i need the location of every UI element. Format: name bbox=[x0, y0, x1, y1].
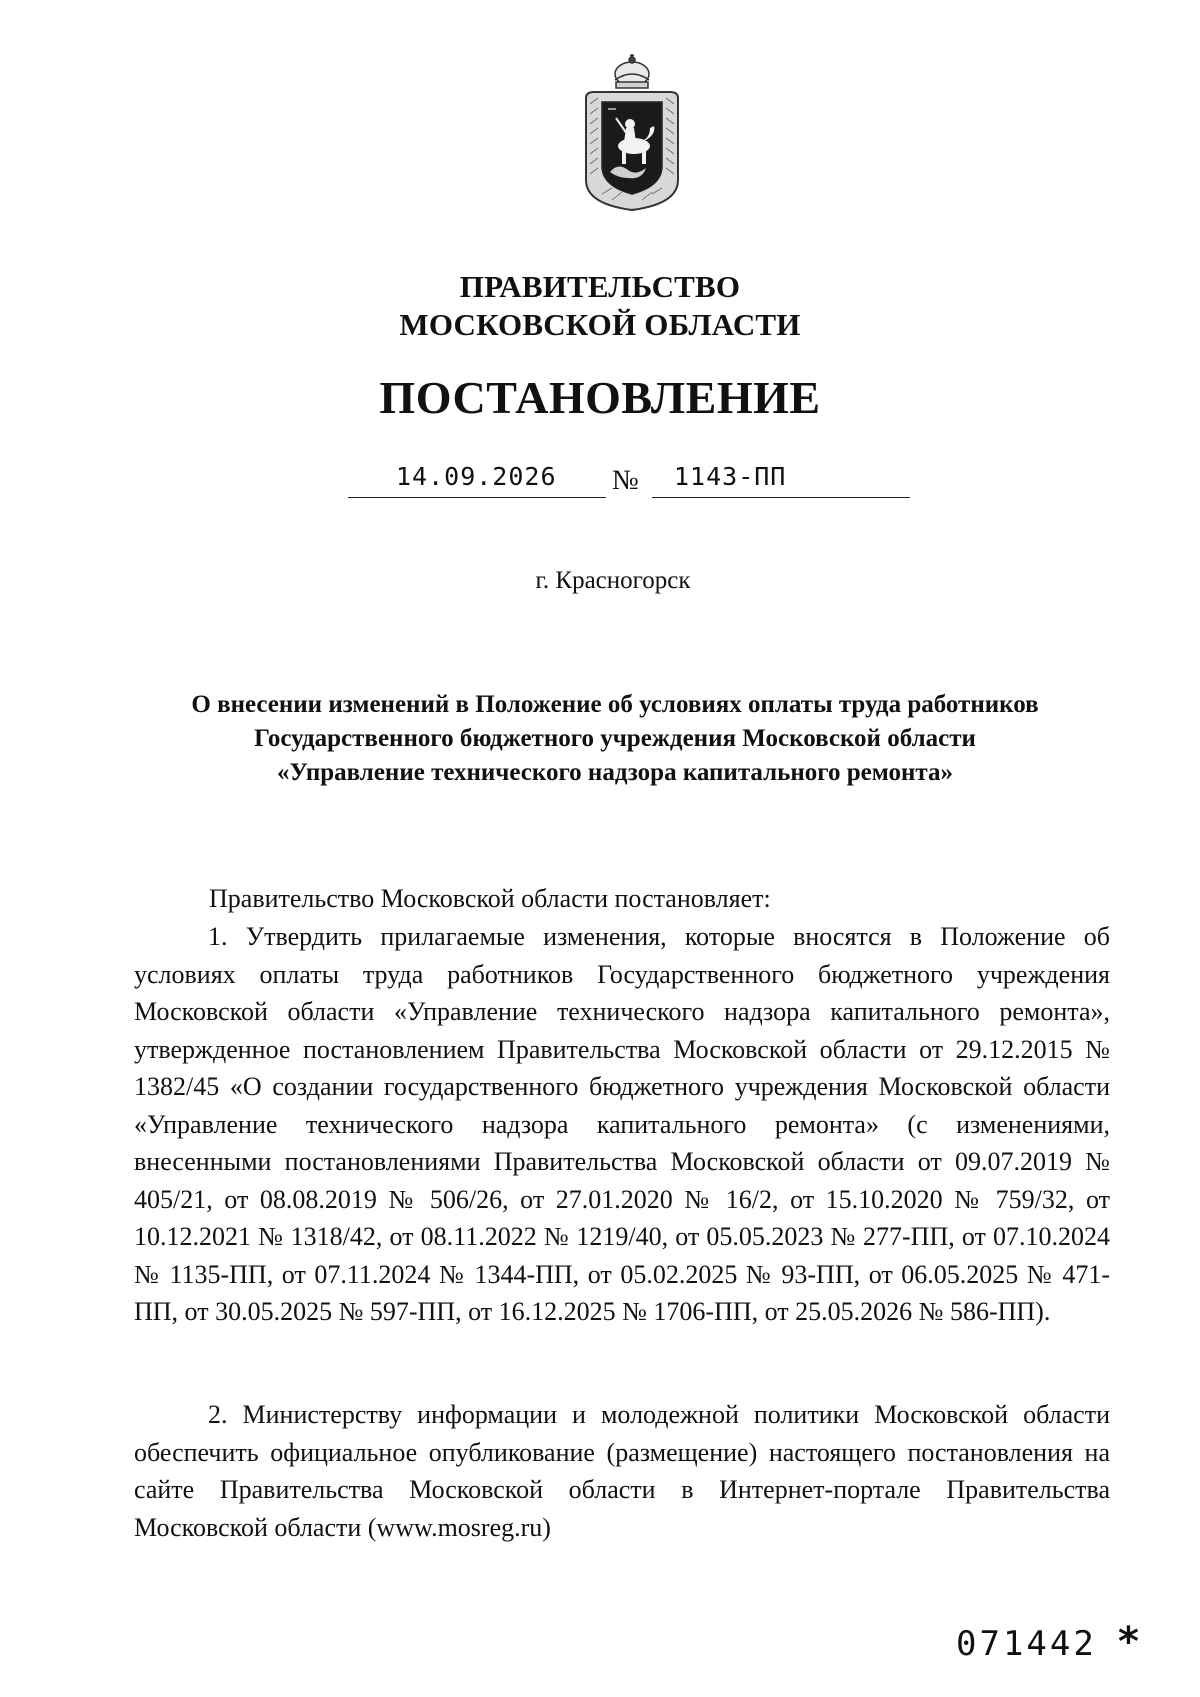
date-underline bbox=[348, 497, 606, 498]
paragraph-2-container bbox=[134, 1396, 1110, 1546]
preamble-text: Правительство Московской области постановляет: bbox=[209, 884, 771, 913]
number-underline bbox=[652, 497, 910, 498]
place-of-issue: г. Красногорск bbox=[535, 567, 691, 594]
document-date: 14.09.2026 bbox=[396, 462, 557, 491]
paragraph-1: 1. Утвердить прилагаемые изменения, которые вносятся в Положение об условиях оплаты труда работников Государственного бюджетного учреждения Московской области «Управление технического надзора капитального ремонта», утвержденное постановлением Правительства Московской области от 29.12.2015 № 1382/45 «О создании государственного бюджетного учреждения Московской области «Управление технического надзора капитального ремонта» (с изменениями, внесенными постановлениями Правительства Московской области от 09.07.2019 № 405/21, от 08.08.2019 № 506/26, от 27.01.2020 № 16/2, от 15.10.2020 № 759/32, от 10.12.2021 № 1318/42, от 08.11.2022 № 1219/40, от 05.05.2023 № 277-ПП, от 07.10.2024 № 1135-ПП, от 07.11.2024 № 1344-ПП, от 05.02.2025 № 93-ПП, от 06.05.2025 № 471-ПП, от 30.05.2025 № 597-ПП, от 16.12.2025 № 1706-ПП, от 25.05.2026 № 586-ПП). bbox=[134, 922, 1110, 1326]
barcode-asterisk-icon: * bbox=[1118, 1619, 1139, 1665]
barcode-number: 071442 bbox=[956, 1624, 1097, 1664]
number-sign: № bbox=[612, 465, 639, 496]
subject-line2: Государственного бюджетного учреждения Московской области bbox=[254, 725, 976, 752]
document-number: 1143-ПП bbox=[674, 462, 787, 491]
document-type-title: ПОСТАНОВЛЕНИЕ bbox=[379, 372, 821, 423]
government-name-line2: МОСКОВСКОЙ ОБЛАСТИ bbox=[399, 307, 801, 342]
coat-of-arms-icon bbox=[572, 54, 692, 212]
paragraph-2: 2. Министерству информации и молодежной политики Московской области обеспечить официальное опубликование (размещение) настоящего постановления на сайте Правительства Московской области в Интернет-портале Правительства Московской области (www.mosreg.ru) bbox=[134, 1400, 1110, 1542]
subject-line1: О внесении изменений в Положение об условиях оплаты труда работников bbox=[191, 691, 1039, 718]
government-name-line1: ПРАВИТЕЛЬСТВО bbox=[459, 269, 741, 304]
subject-line3: «Управление технического надзора капитального ремонта» bbox=[277, 759, 953, 786]
paragraph-1-container bbox=[134, 918, 1110, 1331]
